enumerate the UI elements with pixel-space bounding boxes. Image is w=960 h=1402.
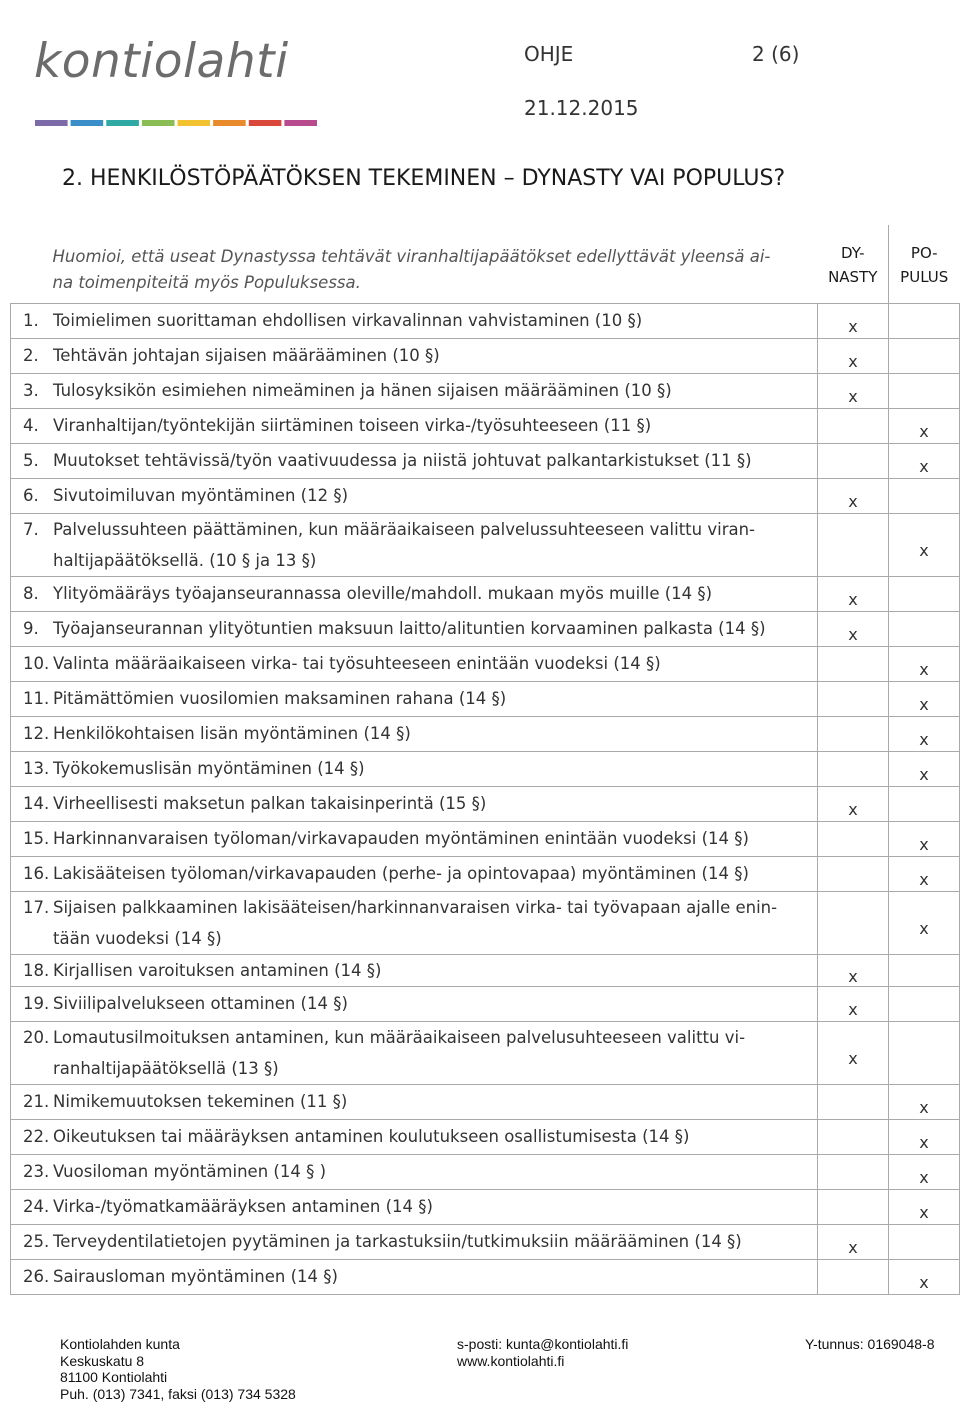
row-number: 12. — [23, 724, 50, 743]
mark-dynasty-value: x — [848, 387, 858, 406]
row-text: Terveydentilatietojen pyytäminen ja tarkastuksiin/tutkimuksiin määrääminen (14 §) — [53, 1232, 742, 1251]
mark-populus — [889, 751, 960, 786]
row-number: 17. — [23, 897, 50, 917]
table-row — [11, 821, 960, 856]
row-text: Henkilökohtaisen lisän myöntäminen (14 §) — [53, 724, 411, 743]
row-text: Kirjallisen varoituksen antaminen (14 §) — [53, 960, 382, 980]
footer-business-id — [805, 1336, 934, 1353]
mark-dynasty-value: x — [848, 492, 858, 511]
row-description — [11, 856, 818, 891]
table-row — [11, 856, 960, 891]
mark-populus — [889, 1259, 960, 1294]
table-row — [11, 681, 960, 716]
mark-populus — [889, 1021, 960, 1084]
row-description — [11, 716, 818, 751]
row-number: 3. — [23, 381, 39, 400]
mark-populus-value: x — [919, 870, 929, 889]
mark-dynasty — [818, 1119, 889, 1154]
table-note-line2: na toimenpiteitä myös Populuksessa. — [52, 272, 361, 292]
mark-dynasty-value: x — [848, 1000, 858, 1019]
table-row — [11, 1119, 960, 1154]
mark-dynasty — [818, 1021, 889, 1084]
row-description — [11, 821, 818, 856]
table-row — [11, 954, 960, 986]
row-text: Muutokset tehtävissä/työn vaativuudessa ja niistä johtuvat palkantarkistukset (11 §) — [53, 451, 752, 470]
row-description — [11, 576, 818, 611]
logo-bar-segment — [142, 120, 175, 126]
mark-populus — [889, 443, 960, 478]
row-number: 21. — [23, 1092, 50, 1111]
row-number: 1. — [23, 311, 39, 330]
mark-dynasty — [818, 1154, 889, 1189]
mark-populus — [889, 1084, 960, 1119]
row-text: Vuosiloman myöntäminen (14 § ) — [53, 1162, 327, 1181]
row-text: Ylityömääräys työajanseurannassa oleville/mahdoll. mukaan myös muille (14 §) — [53, 584, 713, 603]
row-number: 23. — [23, 1162, 50, 1181]
mark-dynasty — [818, 478, 889, 513]
row-text-continued: ranhaltijapäätöksellä (13 §) — [53, 1058, 279, 1078]
mark-populus — [889, 716, 960, 751]
table-row — [11, 891, 960, 954]
mark-populus — [889, 681, 960, 716]
mark-populus-value: x — [919, 1168, 929, 1187]
row-text: Toimielimen suorittaman ehdollisen virkavalinnan vahvistaminen (10 §) — [53, 311, 643, 330]
table-row — [11, 986, 960, 1021]
row-text: Tehtävän johtajan sijaisen määrääminen (10 §) — [53, 346, 440, 365]
row-text: Harkinnanvaraisen työloman/virkavapauden myöntäminen enintään vuodeksi (14 §) — [53, 829, 749, 848]
row-description — [11, 373, 818, 408]
mark-dynasty — [818, 513, 889, 576]
row-text: Nimikemuutoksen tekeminen (11 §) — [53, 1092, 348, 1111]
table-row — [11, 576, 960, 611]
mark-dynasty — [818, 1084, 889, 1119]
row-description — [11, 1224, 818, 1259]
mark-populus — [889, 646, 960, 681]
table-row — [11, 646, 960, 681]
table-row — [11, 1154, 960, 1189]
row-description — [11, 303, 818, 338]
mark-dynasty — [818, 986, 889, 1021]
mark-dynasty — [818, 576, 889, 611]
table-row — [11, 751, 960, 786]
mark-populus — [889, 338, 960, 373]
row-number: 13. — [23, 759, 50, 778]
mark-populus-value: x — [919, 422, 929, 441]
mark-dynasty-value: x — [848, 625, 858, 644]
footer-phone: Puh. (013) 7341, faksi (013) 734 5328 — [60, 1385, 296, 1402]
row-text-continued: haltijapäätöksellä. (10 § ja 13 §) — [53, 550, 317, 570]
row-description — [11, 1119, 818, 1154]
mark-dynasty — [818, 751, 889, 786]
mark-populus — [889, 891, 960, 954]
mark-populus — [889, 821, 960, 856]
row-number: 2. — [23, 346, 39, 365]
row-text: Virheellisesti maksetun palkan takaisinperintä (15 §) — [53, 794, 487, 813]
row-number: 16. — [23, 864, 50, 883]
mark-dynasty — [818, 1224, 889, 1259]
column-header-populus — [889, 225, 960, 303]
mark-dynasty — [818, 338, 889, 373]
logo: kontiolahti — [34, 34, 289, 89]
table-row — [11, 373, 960, 408]
mark-populus — [889, 1119, 960, 1154]
mark-populus — [889, 954, 960, 986]
mark-dynasty — [818, 373, 889, 408]
mark-populus — [889, 408, 960, 443]
logo-bar-segment — [106, 120, 139, 126]
mark-dynasty — [818, 954, 889, 986]
logo-bar-segment — [35, 120, 68, 126]
table-row — [11, 1259, 960, 1294]
table-row — [11, 1224, 960, 1259]
mark-populus-value: x — [919, 660, 929, 679]
footer-business-id-text: Y-tunnus: 0169048-8 — [805, 1336, 935, 1352]
table-row — [11, 611, 960, 646]
row-description — [11, 1084, 818, 1119]
row-number: 5. — [23, 451, 39, 470]
row-description — [11, 751, 818, 786]
footer-web: www.kontiolahti.fi — [457, 1352, 565, 1369]
row-text: Virka-/työmatkamääräyksen antaminen (14 §) — [53, 1197, 433, 1216]
mark-dynasty-value: x — [848, 966, 858, 986]
footer-postal: 81100 Kontiolahti — [60, 1369, 168, 1385]
mark-populus-value: x — [919, 695, 929, 714]
row-text-continued: tään vuodeksi (14 §) — [53, 928, 222, 948]
row-description — [11, 478, 818, 513]
row-description — [11, 1189, 818, 1224]
row-number: 9. — [23, 619, 39, 638]
table-row — [11, 1189, 960, 1224]
mark-dynasty — [818, 891, 889, 954]
column-header-dynasty — [818, 225, 889, 303]
row-description — [11, 1021, 818, 1084]
row-text: Oikeutuksen tai määräyksen antaminen koulutukseen osallistumisesta (14 §) — [53, 1127, 690, 1146]
row-number: 15. — [23, 829, 50, 848]
row-description — [11, 338, 818, 373]
mark-dynasty — [818, 716, 889, 751]
mark-dynasty-value: x — [848, 352, 858, 371]
document-type: OHJE — [524, 42, 574, 66]
row-number: 4. — [23, 416, 39, 435]
row-number: 19. — [23, 994, 50, 1013]
row-description — [11, 646, 818, 681]
mark-populus-value: x — [919, 835, 929, 854]
mark-populus-value: x — [919, 541, 929, 560]
footer-org: Kontiolahden kunta — [60, 1336, 180, 1352]
table-row — [11, 478, 960, 513]
mark-populus-value: x — [919, 1273, 929, 1292]
row-number: 24. — [23, 1197, 50, 1216]
row-text: Palvelussuhteen päättäminen, kun määräaikaiseen palvelussuhteeseen valittu viran- — [53, 519, 756, 539]
mark-populus-value: x — [919, 730, 929, 749]
row-text: Viranhaltijan/työntekijän siirtäminen toiseen virka-/työsuhteeseen (11 §) — [53, 416, 652, 435]
column-header-populus-line2: PULUS — [900, 268, 949, 286]
logo-color-bars — [34, 120, 319, 128]
mark-populus — [889, 576, 960, 611]
mark-populus — [889, 856, 960, 891]
table-row — [11, 338, 960, 373]
table-row — [11, 786, 960, 821]
row-description — [11, 513, 818, 576]
table-row — [11, 716, 960, 751]
table-header-row — [11, 225, 960, 303]
row-number: 20. — [23, 1027, 50, 1047]
table-row — [11, 513, 960, 576]
mark-dynasty-value: x — [848, 1049, 858, 1068]
table-row — [11, 408, 960, 443]
mark-populus — [889, 513, 960, 576]
mark-dynasty — [818, 786, 889, 821]
row-description — [11, 786, 818, 821]
mark-dynasty-value: x — [848, 590, 858, 609]
row-text: Pitämättömien vuosilomien maksaminen rahana (14 §) — [53, 689, 507, 708]
row-text: Sivutoimiluvan myöntäminen (12 §) — [53, 486, 349, 505]
row-text: Sairausloman myöntäminen (14 §) — [53, 1267, 338, 1286]
row-text: Lomautusilmoituksen antaminen, kun määräaikaiseen palvelusuhteeseen valittu vi- — [53, 1027, 746, 1047]
row-text: Sijaisen palkkaaminen lakisääteisen/harkinnanvaraisen virka- tai työvapaan ajalle enin- — [53, 897, 778, 917]
row-number: 26. — [23, 1267, 50, 1286]
row-text: Tulosyksikön esimiehen nimeäminen ja hänen sijaisen määrääminen (10 §) — [53, 381, 672, 400]
table-row — [11, 1084, 960, 1119]
mark-dynasty — [818, 611, 889, 646]
mark-populus — [889, 303, 960, 338]
row-description — [11, 954, 818, 986]
mark-dynasty — [818, 856, 889, 891]
page-number: 2 (6) — [752, 42, 800, 66]
row-text: Valinta määräaikaiseen virka- tai työsuhteeseen enintään vuodeksi (14 §) — [53, 654, 661, 673]
mark-dynasty — [818, 1189, 889, 1224]
column-header-dynasty-line1: DY- — [840, 244, 865, 262]
row-number: 6. — [23, 486, 39, 505]
row-description — [11, 891, 818, 954]
column-header-dynasty-line2: NASTY — [828, 268, 878, 286]
column-header-populus-line1: PO- — [910, 244, 938, 262]
logo-bar-segment — [284, 120, 317, 126]
row-number: 22. — [23, 1127, 50, 1146]
logo-bar-segment — [213, 120, 246, 126]
mark-dynasty — [818, 646, 889, 681]
mark-dynasty-value: x — [848, 1238, 858, 1257]
mark-populus — [889, 1224, 960, 1259]
row-number: 7. — [23, 519, 39, 539]
row-number: 10. — [23, 654, 50, 673]
row-description — [11, 1259, 818, 1294]
logo-bar-segment — [178, 120, 211, 126]
logo-bar-segment — [71, 120, 104, 126]
mark-dynasty — [818, 408, 889, 443]
mark-dynasty — [818, 443, 889, 478]
table-row — [11, 1021, 960, 1084]
logo-bar-segment — [249, 120, 282, 126]
table-note-line1: Huomioi, että useat Dynastyssa tehtävät viranhaltijapäätökset edellyttävät yleensä ai- — [52, 246, 771, 266]
mark-dynasty — [818, 303, 889, 338]
row-number: 8. — [23, 584, 39, 603]
row-description — [11, 986, 818, 1021]
decision-table — [10, 225, 960, 1295]
footer-contact — [457, 1336, 628, 1369]
row-text: Työajanseurannan ylityötuntien maksuun laitto/alituntien korvaaminen palkasta (14 §) — [53, 619, 766, 638]
table-row — [11, 443, 960, 478]
row-number: 14. — [23, 794, 50, 813]
mark-populus — [889, 1154, 960, 1189]
section-title: 2. HENKILÖSTÖPÄÄTÖKSEN TEKEMINEN – DYNASTY VAI POPULUS? — [62, 166, 786, 191]
row-description — [11, 443, 818, 478]
mark-populus-value: x — [919, 1133, 929, 1152]
row-description — [11, 408, 818, 443]
mark-dynasty — [818, 821, 889, 856]
mark-populus-value: x — [919, 765, 929, 784]
mark-populus — [889, 986, 960, 1021]
table-note — [11, 225, 818, 303]
mark-populus — [889, 373, 960, 408]
mark-populus-value: x — [919, 919, 929, 938]
mark-populus-value: x — [919, 1098, 929, 1117]
document-date: 21.12.2015 — [524, 96, 639, 120]
mark-populus — [889, 1189, 960, 1224]
footer-email: s-posti: kunta@kontiolahti.fi — [457, 1336, 629, 1352]
row-text: Työkokemuslisän myöntäminen (14 §) — [53, 759, 365, 778]
mark-dynasty-value: x — [848, 800, 858, 819]
mark-populus — [889, 611, 960, 646]
mark-populus — [889, 478, 960, 513]
mark-populus-value: x — [919, 1203, 929, 1222]
row-description — [11, 611, 818, 646]
mark-dynasty-value: x — [848, 317, 858, 336]
mark-populus — [889, 786, 960, 821]
table-row — [11, 303, 960, 338]
mark-dynasty — [818, 681, 889, 716]
mark-dynasty — [818, 1259, 889, 1294]
footer-address — [60, 1336, 296, 1402]
row-number: 11. — [23, 689, 50, 708]
row-number: 18. — [23, 960, 50, 980]
row-text: Siviilipalvelukseen ottaminen (14 §) — [53, 994, 348, 1013]
mark-populus-value: x — [919, 457, 929, 476]
row-number: 25. — [23, 1232, 50, 1251]
row-text: Lakisääteisen työloman/virkavapauden (perhe- ja opintovapaa) myöntäminen (14 §) — [53, 864, 749, 883]
row-description — [11, 1154, 818, 1189]
footer-street: Keskuskatu 8 — [60, 1352, 145, 1369]
row-description — [11, 681, 818, 716]
